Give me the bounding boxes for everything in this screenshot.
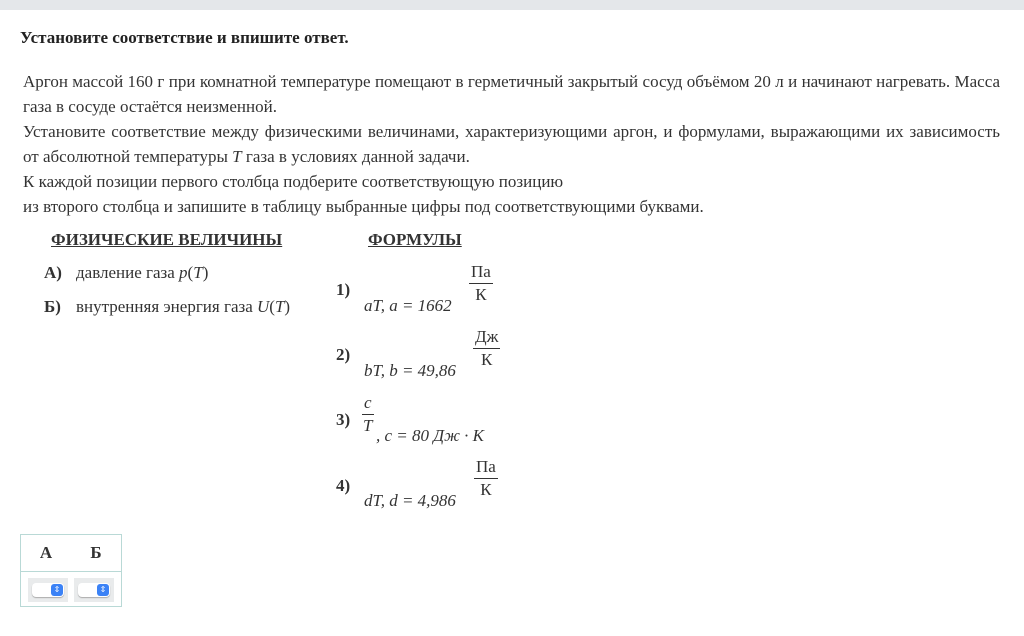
instruction-line-1: К каждой позиции первого столбца подберите соответствующую позицию	[23, 172, 564, 191]
formula-2-expression: bT, b = 49,86	[364, 361, 456, 380]
chevron-updown-icon: ⇕	[97, 584, 109, 596]
top-bar	[0, 0, 1024, 10]
formula-3-number: 3)	[336, 410, 351, 429]
quantity-a: А) давление газа p(T)	[44, 263, 209, 282]
formula-4-number: 4)	[336, 476, 351, 495]
task-title: Установите соответствие и впишите ответ.	[20, 28, 349, 47]
answer-select-a[interactable]	[32, 583, 64, 597]
problem-text: Аргон массой 160 г при комнатной температуре помещают в герметичный закрытый сосуд объёмом 20 л и начинают нагревать. Масса газа в сосуде остаётся неизменной.	[23, 72, 1000, 116]
answer-header-a: А	[39, 543, 53, 562]
formula-1-number: 1)	[336, 280, 351, 299]
formula-3-expression: , c = 80 Дж · К	[376, 426, 484, 445]
formulas-header: ФОРМУЛЫ	[368, 230, 462, 249]
formula-3-fraction: $\frac{c}{T}$	[363, 393, 373, 435]
formula-4-unit: Па К	[476, 457, 496, 499]
formula-1-expression: aT, a = 1662	[364, 296, 452, 315]
answer-select-b[interactable]	[78, 583, 110, 597]
answer-table	[20, 534, 122, 607]
instruction-text: Установите соответствие между физическими величинами, характеризующими аргон, и формулами, выражающими их зависимость от абсолютной температуры T газа в условиях данной задачи.	[23, 122, 1000, 166]
instruction-line-2: из второго столбца и запишите в таблицу выбранные цифры под соответствующими буквами.	[23, 197, 704, 216]
chevron-updown-icon: ⇕	[51, 584, 63, 596]
answer-header-b: Б	[90, 543, 102, 562]
formula-2-unit: Дж К	[475, 327, 499, 369]
formula-2-number: 2)	[336, 345, 351, 364]
quantity-b: Б) внутренняя энергия газа U(T)	[44, 297, 291, 316]
formula-4-expression: dT, d = 4,986	[364, 491, 456, 510]
quantities-header: ФИЗИЧЕСКИЕ ВЕЛИЧИНЫ	[51, 230, 283, 249]
formula-1-unit: Па К	[471, 262, 491, 304]
